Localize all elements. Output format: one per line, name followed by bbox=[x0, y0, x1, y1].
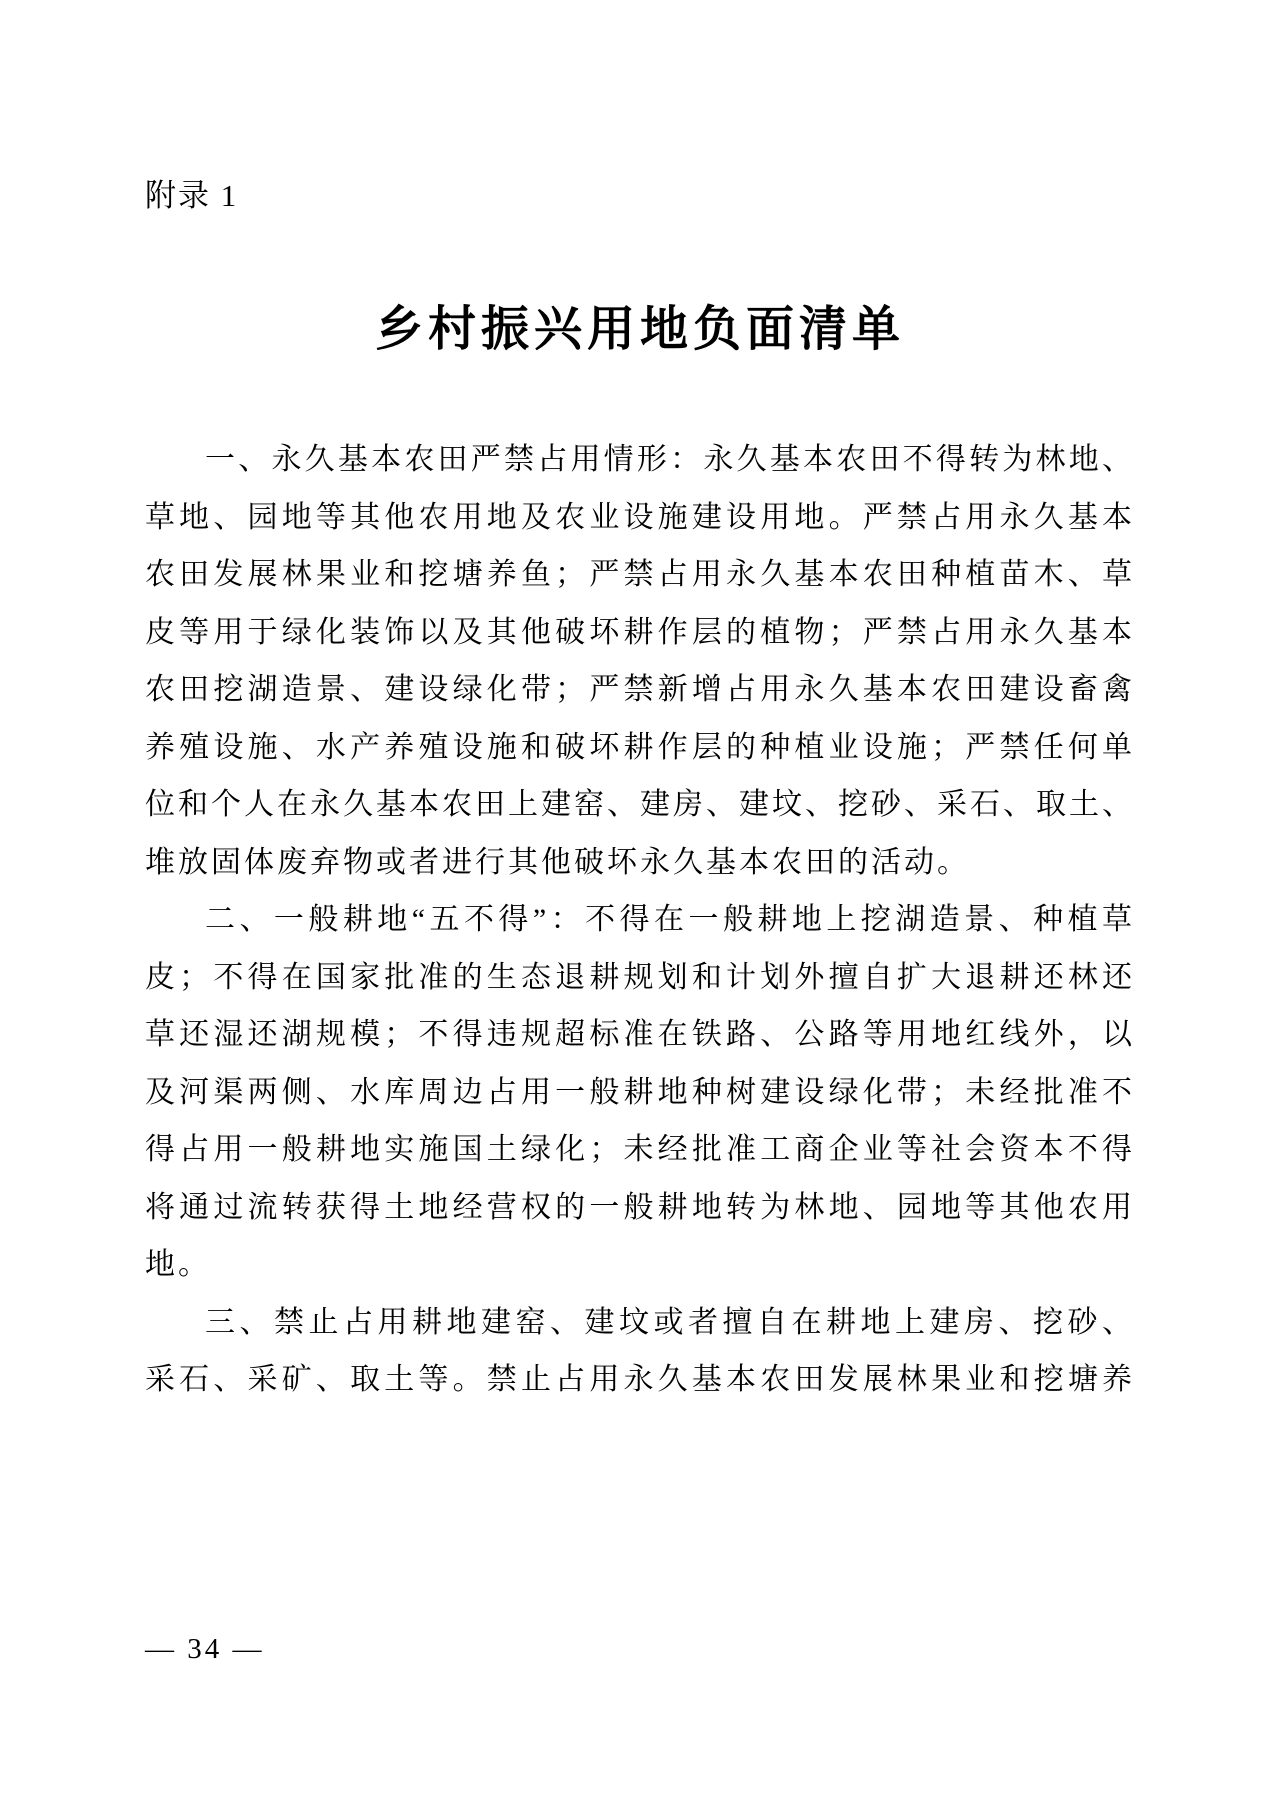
paragraph-3 bbox=[145, 1294, 1135, 1409]
text-line: 草地、园地等其他农用地及农业设施建设用地。严禁占用永久基本 bbox=[145, 500, 1135, 534]
text-line: 二、一般耕地“五不得”：不得在一般耕地上挖湖造景、种植草 bbox=[205, 903, 1135, 936]
paragraph-1 bbox=[145, 431, 1135, 891]
text-line: 堆放固体废弃物或者进行其他破坏永久基本农田的活动。 bbox=[145, 845, 970, 879]
text-line: 得占用一般耕地实施国土绿化；未经批准工商企业等社会资本不得 bbox=[145, 1133, 1135, 1166]
text-line: 三、禁止占用耕地建窑、建坟或者擅自在耕地上建房、挖砂、 bbox=[205, 1305, 1135, 1339]
text-line: 将通过流转获得土地经营权的一般耕地转为林地、园地等其他农用 bbox=[145, 1190, 1135, 1224]
document-body bbox=[145, 431, 1135, 1409]
text-line: 采石、采矿、取土等。禁止占用永久基本农田发展林果业和挖塘养 bbox=[145, 1363, 1135, 1396]
text-line: 农田发展林果业和挖塘养鱼；严禁占用永久基本农田种植苗木、草 bbox=[145, 558, 1135, 591]
text-line: 皮；不得在国家批准的生态退耕规划和计划外擅自扩大退耕还林还 bbox=[145, 960, 1135, 994]
text-line: 皮等用于绿化装饰以及其他破坏耕作层的植物；严禁占用永久基本 bbox=[145, 615, 1135, 649]
text-line: 位和个人在永久基本农田上建窑、建房、建坟、挖砂、采石、取土、 bbox=[145, 788, 1135, 821]
document-title: 乡村振兴用地负面清单 bbox=[374, 303, 905, 356]
text-line: 草还湿还湖规模；不得违规超标准在铁路、公路等用地红线外，以 bbox=[145, 1018, 1135, 1051]
text-line: 农田挖湖造景、建设绿化带；严禁新增占用永久基本农田建设畜禽 bbox=[145, 673, 1135, 706]
paragraph-2 bbox=[145, 891, 1135, 1294]
text-line: 一、永久基本农田严禁占用情形：永久基本农田不得转为林地、 bbox=[205, 443, 1135, 476]
text-line: 地。 bbox=[145, 1248, 211, 1281]
appendix-label: 附录 1 bbox=[145, 178, 239, 213]
text-line: 养殖设施、水产养殖设施和破坏耕作层的种植业设施；严禁任何单 bbox=[145, 730, 1135, 764]
text-line: 及河渠两侧、水库周边占用一般耕地种树建设绿化带；未经批准不 bbox=[145, 1075, 1135, 1109]
page-number: — 34 — bbox=[145, 1633, 265, 1665]
